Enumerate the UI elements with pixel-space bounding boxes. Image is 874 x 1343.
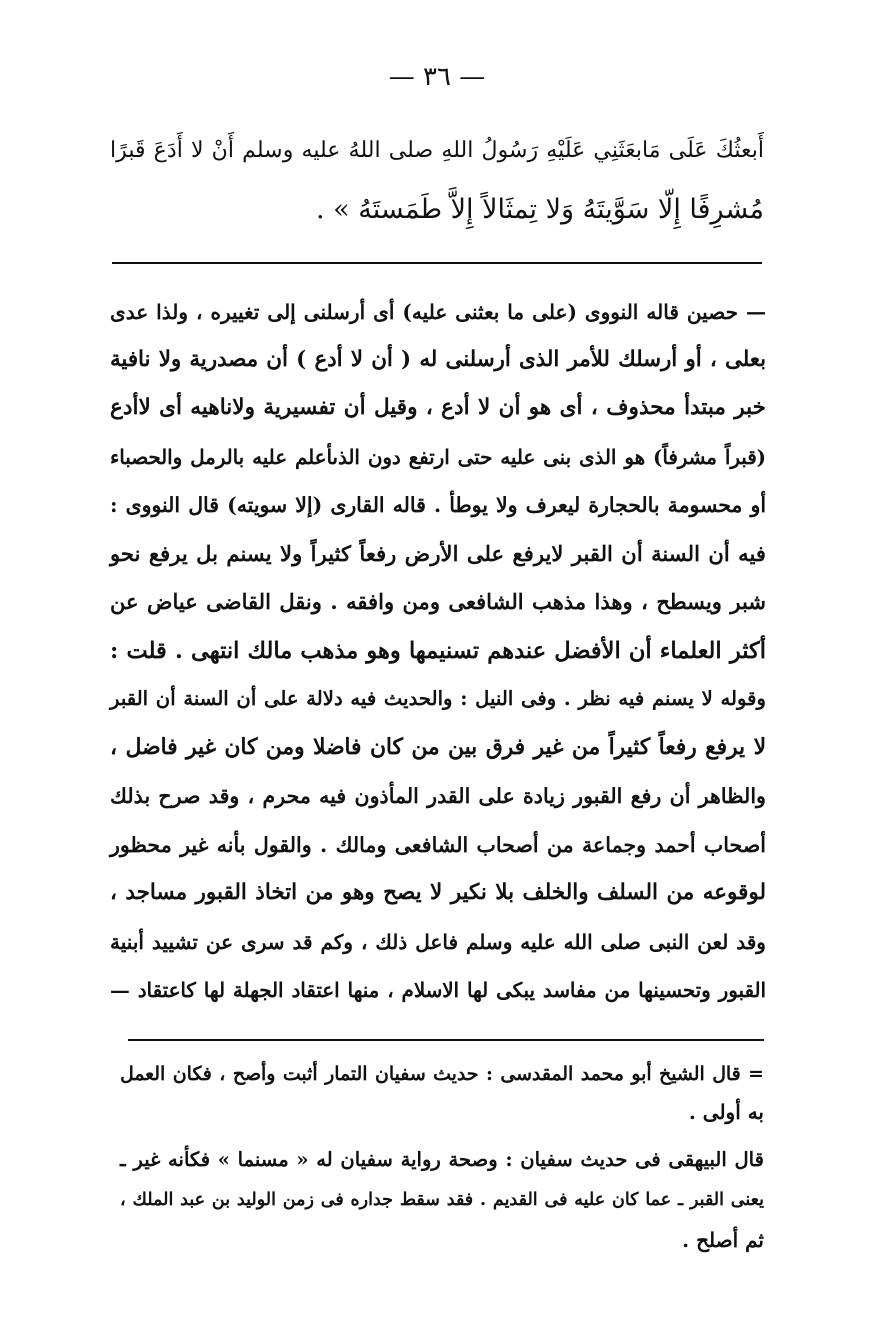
commentary-line: شبر ويسطح ، وهذا مذهب الشافعى ومن وافقه . ونقل القاضى عياض عن — [110, 589, 766, 614]
commentary-line: (قبراً مشرفاً) هو الذى بنى عليه حتى ارتفع دون الذىأعلم عليه بالرمل والحصباء — [110, 445, 766, 469]
commentary-line: بعلى ، أو أرسلك للأمر الذى أرسلنى له ( أن لا أدع ) أن مصدرية ولا نافية — [110, 347, 766, 372]
commentary-line: لا يرفع رفعاً كثيراً من غير فرق بين من كان فاضلا ومن كان غير فاضل ، — [110, 735, 766, 760]
commentary-line: خبر مبتدأ محذوف ، أى هو أن لا أدع ، وقيل أن تفسيرية ولاناهيه أى لاأدع — [110, 395, 766, 420]
commentary-line: القبور وتحسينها من مفاسد يبكى لها الاسلام ، منها اعتقاد الجهلة لها كاعتقاد — — [110, 978, 766, 1002]
commentary-line: لوقوعه من السلف والخلف بلا نكير لا يصح وهو من اتخاذ القبور مساجد ، — [110, 880, 766, 905]
footnote-line: قال البيهقى فى حديث سفيان : وصحة رواية سفيان له « مسنما » فكأنه غير ـ — [120, 1148, 764, 1171]
commentary-line: أصحاب أحمد وجماعة من أصحاب الشافعى ومالك . والقول بأنه غير محظور — [110, 833, 766, 857]
commentary-line: وقوله لا يسنم فيه نظر . وفى النيل : والحديث فيه دلالة على أن السنة أن القبر — [110, 687, 766, 710]
footnote-divider — [128, 1039, 764, 1041]
commentary-line: فيه أن السنة أن القبر لايرفع على الأرض رفعاً كثيراً ولا يسنم بل يرفع نحو — [110, 541, 766, 566]
footnotes — [120, 1055, 764, 1265]
footnote-line: = قال الشيخ أبو محمد المقدسى : حديث سفيان التمار أثبت وأصح ، فكان العمل — [120, 1063, 764, 1085]
commentary-line: أو محسومة بالحجارة ليعرف ولا يوطأ . قاله القارى (إلا سويته) قال النووى : — [110, 493, 766, 517]
footnote-line: يعنى القبر ـ عما كان عليه فى القديم . فقد سقط جداره فى زمن الوليد بن عبد الملك ، — [120, 1190, 764, 1210]
hadith-text — [110, 120, 764, 240]
hadith-line: أَبعثُكَ عَلَى مَابعَثَنِي عَلَيْهِ رَسُولُ اللهِ صلى اللهُ عليه وسلم أَنْ لا أَدَعَ قَبرًا — [110, 137, 764, 163]
footnote-line: به أولى . — [688, 1100, 764, 1124]
commentary-line: أكثر العلماء أن الأفضل عندهم تسنيمها وهو مذهب مالك انتهى . قلت : — [110, 638, 766, 664]
commentary-text — [110, 292, 766, 1022]
commentary-line: والظاهر أن رفع القبور زيادة على القدر المأذون فيه محرم ، وقد صرح بذلك — [110, 784, 766, 808]
section-divider — [112, 262, 762, 264]
page-number: — ٣٦ — — [388, 62, 486, 92]
commentary-line: — حصين قاله النووى (على ما بعثنى عليه) أى أرسلنى إلى تغييره ، ولذا عدى — [110, 300, 766, 324]
hadith-line: مُشرِفًا إِلّا سَوَّيتَهُ وَلا تِمثَالاً إِلاَّ طَمَستَهُ » . — [316, 194, 764, 225]
footnote-line: ثم أصلح . — [682, 1228, 764, 1252]
commentary-line: وقد لعن النبى صلى الله عليه وسلم فاعل ذلك ، وكم قد سرى عن تشييد أبنية — [110, 930, 766, 954]
